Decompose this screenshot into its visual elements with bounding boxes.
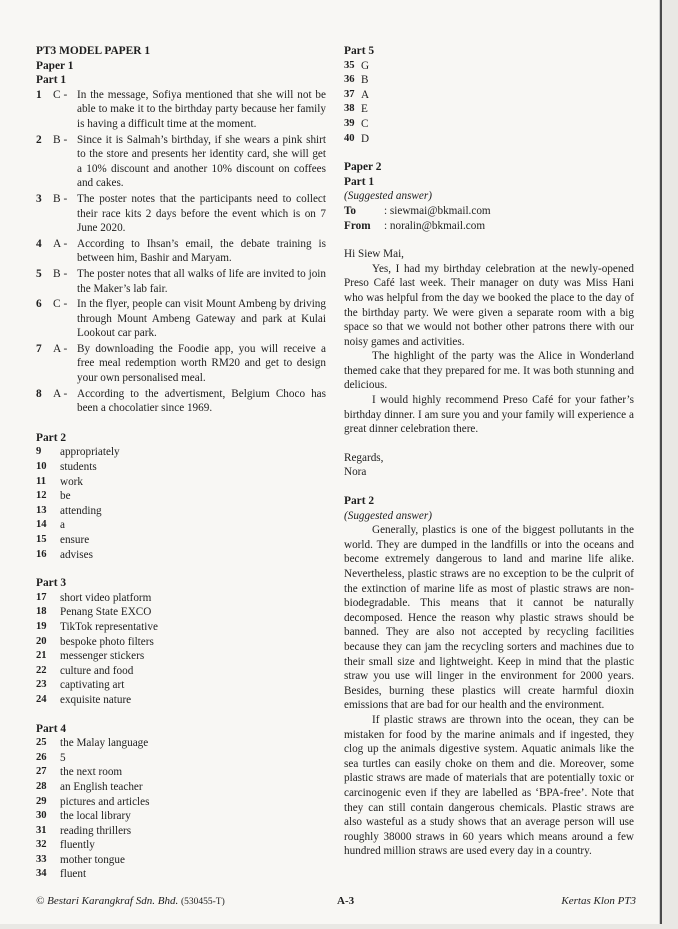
list-item: 38 E [344,103,368,116]
answer-item: 5 B - The poster notes that all walks of life are invited to join the Maker’s lab fair. [36,267,326,295]
list-item: 25 the Malay language [36,737,149,750]
list-item: 37 A [344,88,370,101]
list-item: 30 the local library [36,810,131,823]
answer-item: 1 C - In the message, Sofiya mentioned that she will not be able to make it to the birthday party because her family is having a difficult time at the moment. [36,88,326,130]
answer-item: 6 C - In the flyer, people can visit Mount Ambeng by driving through Mount Ambeng Gateway and park at Kulai Lookout car park. [36,298,326,340]
list-item: 16 advises [36,548,93,561]
publisher-credit: © Bestari Karangkraf Sdn. Bhd. (530455-T) [36,895,225,907]
essay-paragraph: If plastic straws are thrown into the ocean, they can be mistaken for food by the marine animals and if ingested, they clog up the animals digestive system. Aquatic animals like the sea turtles can easily choke on them and die. Moreover, some plastic straws are made of materials that are potentially toxic or carcinogenic even if they are labelled as ‘BPA-free’. Note that they can still contain dangerous chemicals. Plastic straws are also wasteful as a study shows that an average person will use roughly 38000 straws in 60 years which means around a few hundred million straws are used every day in a country. [344,713,634,858]
page-number: A-3 [337,895,355,907]
email-to-line: To : siewmai@bkmail.com [344,204,491,217]
suggested-answer-label: (Suggested answer) [344,509,432,522]
list-item: 12 be [36,490,71,503]
answer-item: 3 B - The poster notes that the participants need to collect their race kits 2 days before the event which is on 7 June 2020. [36,192,326,235]
left-column [36,44,326,882]
list-item: 28 an English teacher [36,780,143,793]
paper1-part4-heading: Part 4 [36,722,67,735]
list-item: 39 C [344,117,369,130]
list-item: 27 the next room [36,766,123,779]
list-item: 34 fluent [36,868,87,881]
series-title: Kertas Klon PT3 [561,895,636,907]
paper2-part1-heading: Part 1 [344,175,375,188]
paper1-part1-list [36,88,326,416]
list-item: 20 bespoke photo filters [36,635,154,648]
list-item: 19 TikTok representative [36,620,158,633]
paper2-part2-heading: Part 2 [344,495,375,508]
email-greeting: Hi Siew Mai, [344,248,404,261]
email-paragraph: Yes, I had my birthday celebration at the newly-opened Preso Café last week. Their manager on duty was Miss Hani who was helpful from the day we booked the place to the day of the birthday party. We were given a separate room with a big space so that we would not bother other patrons there with our noisy games and activities. [344,262,634,348]
list-item: 21 messenger stickers [36,650,145,663]
paper1-part3-heading: Part 3 [36,577,67,590]
list-item: 29 pictures and articles [36,795,150,808]
email-from-line: From : noralin@bkmail.com [344,219,486,232]
answer-item: 7 A - By downloading the Foodie app, you will receive a free meal redemption worth RM20 and get to design your own personalised meal. [36,342,326,385]
list-item: 9 appropriately [36,446,120,459]
list-item: 36 B [344,74,369,87]
list-item: 31 reading thrillers [36,824,132,837]
email-signature: Nora [344,466,367,479]
list-item: 17 short video platform [36,591,152,604]
paper1-part2-list [36,445,326,562]
list-item: 18 Penang State EXCO [36,606,152,619]
essay-paragraph: Generally, plastics is one of the biggest pollutants in the world. They are dumped in the landfills or into the oceans and become extremely dangerous to land and marine life alike. Nevertheless, plastic straws are no exception to be the culprit of the extinction of marine life as most of plastic straws are non-biodegradable. This means that it cannot be naturally decomposed. Hence the reason why plastic straws should be banned. They are also not accepted by recycling facilities because they can jam the recycling sorters and machines due to their small size and lightweight. Keep in mind that the plastic straw you use will linger in the environment for 2000 years. Besides, burning these plastics will create harmful dioxin emissions that are bad for our health and the environment. [344,524,634,712]
suggested-answer-label: (Suggested answer) [344,190,432,203]
answer-item: 8 A - According to the advertisment, Belgium Choco has been a chocolatier since 1969. [36,387,326,415]
answer-item: 2 B - Since it is Salmah’s birthday, if she wears a pink shirt to the store and presents her identity card, she will get a 10% discount and another 10% discount on coffees and cakes. [36,133,326,190]
paper1-part4-list [36,736,326,882]
list-item: 10 students [36,461,97,474]
list-item: 23 captivating art [36,679,125,692]
list-item: 26 5 [36,751,66,764]
list-item: 15 ensure [36,534,90,546]
paper1-part5-list [344,59,634,147]
paper1-part1-heading: Part 1 [36,74,67,87]
list-item: 35 G [344,59,370,72]
paper1-part5-heading: Part 5 [344,45,375,57]
list-item: 40 D [344,132,370,145]
list-item: 32 fluently [36,839,95,852]
answer-item: 4 A - According to Ihsan’s email, the debate training is between him, Bashir and Maryam. [36,237,326,265]
paper1-part2-heading: Part 2 [36,431,67,444]
email-signoff: Regards, [344,451,384,464]
list-item: 11 work [36,475,83,488]
list-item: 13 attending [36,504,102,517]
email-paragraph: I would highly recommend Preso Café for your father’s birthday dinner. I am sure you and your family will experience a great dinner celebration there. [344,394,634,436]
list-item: 14 a [36,519,65,532]
list-item: 22 culture and food [36,664,134,677]
paper1-heading: Paper 1 [36,59,74,72]
list-item: 33 mother tongue [36,853,125,866]
paper2-heading: Paper 2 [344,161,382,174]
document-title: PT3 MODEL PAPER 1 [36,45,151,57]
paper1-part3-list [36,591,326,708]
list-item: 24 exquisite nature [36,693,132,706]
email-paragraph: The highlight of the party was the Alice in Wonderland themed cake that they prepared for me. It was both stunning and delicious. [344,350,634,392]
right-column [344,44,634,859]
